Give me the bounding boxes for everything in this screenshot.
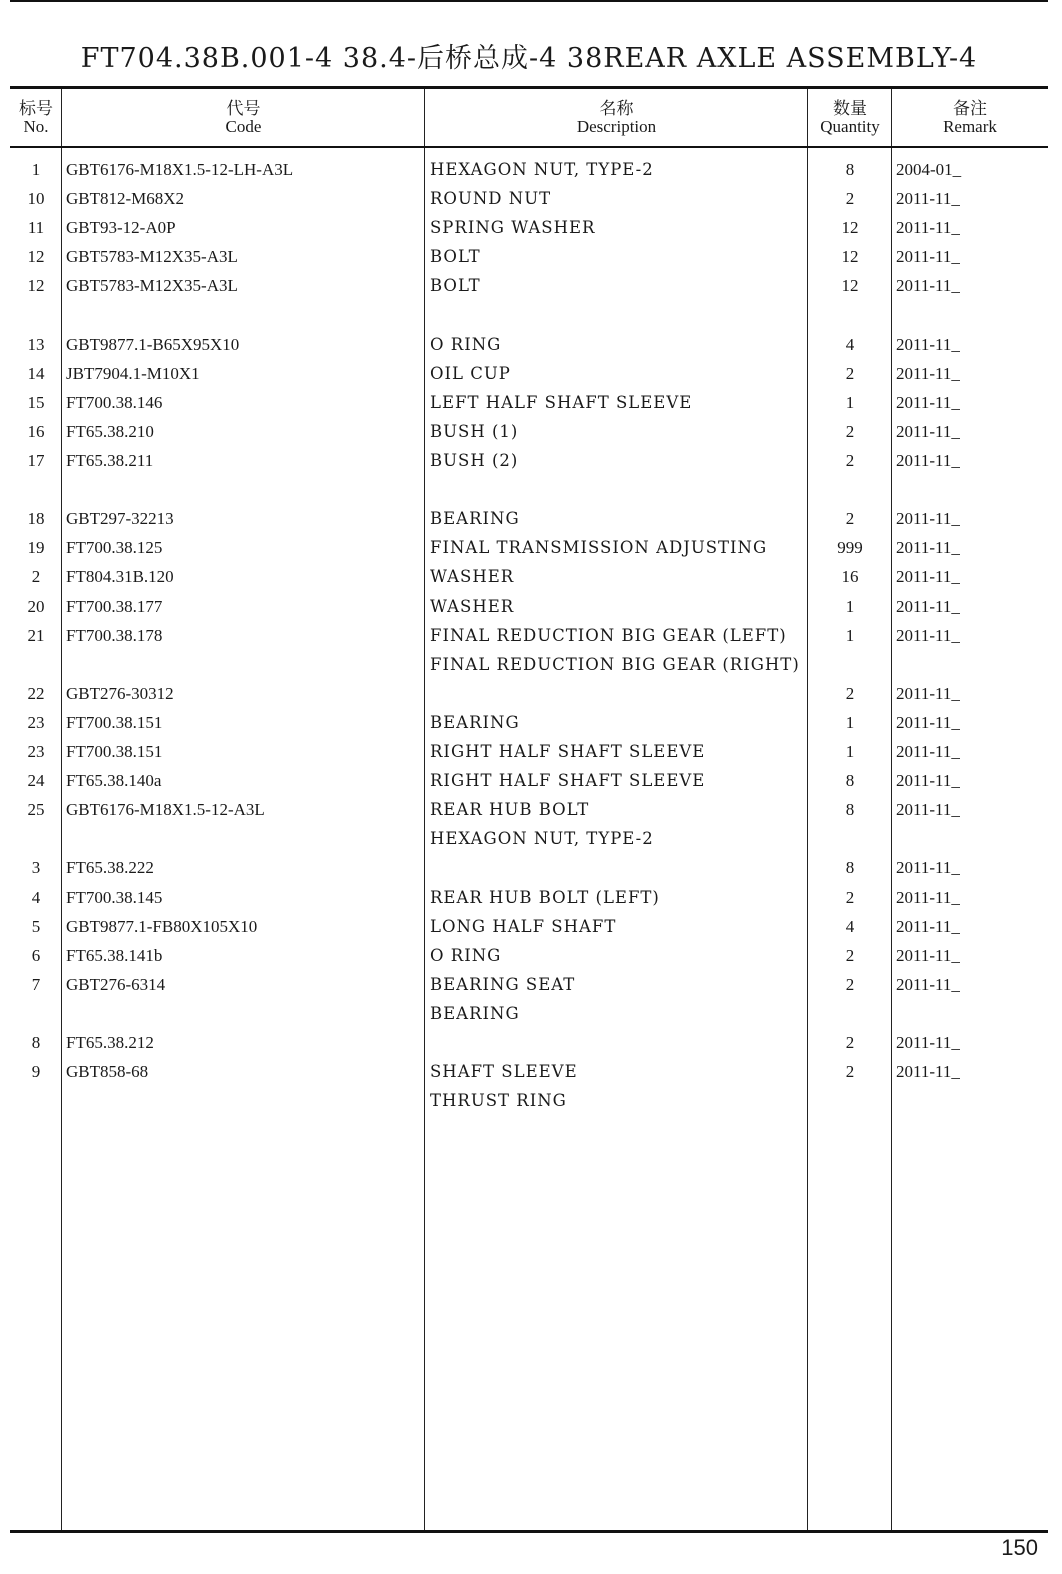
remark-cell: 2011-11_ <box>896 596 960 616</box>
table-row <box>0 800 1062 829</box>
header-code-cn: 代号 <box>226 99 261 118</box>
bottom-rule <box>10 1530 1048 1533</box>
part-number-cell: 23 <box>27 712 45 732</box>
part-code-cell: FT65.38.141b <box>66 945 163 965</box>
remark-cell: 2011-11_ <box>896 276 960 296</box>
table-row <box>0 218 1062 247</box>
table-row <box>0 626 1062 655</box>
quantity-cell: 2 <box>845 189 855 209</box>
quantity-cell: 2 <box>845 363 855 383</box>
table-row <box>0 742 1062 771</box>
description-cell: BEARING <box>430 712 520 732</box>
part-number-cell: 2 <box>31 567 41 587</box>
part-number-cell: 5 <box>31 916 41 936</box>
remark-cell: 2011-11_ <box>896 771 960 791</box>
quantity-cell: 8 <box>845 800 855 820</box>
quantity-cell: 4 <box>845 916 855 936</box>
quantity-cell: 999 <box>837 538 863 558</box>
quantity-cell: 1 <box>845 742 855 761</box>
header-code-en: Code <box>225 117 262 136</box>
quantity-cell: 12 <box>841 276 859 296</box>
header-no-en: No. <box>23 117 49 136</box>
remark-cell: 2011-11_ <box>896 945 960 965</box>
table-row <box>0 975 1062 1004</box>
quantity-cell: 2 <box>845 945 855 965</box>
description-cell: BEARING <box>430 1003 520 1023</box>
part-number-cell: 13 <box>27 334 45 354</box>
part-code-cell: FT700.38.151 <box>66 712 163 732</box>
header-qty-cn: 数量 <box>833 99 867 118</box>
part-code-cell: JBT7904.1-M10X1 <box>66 363 200 383</box>
part-code-cell: GBT858-68 <box>66 1062 149 1082</box>
remark-cell: 2011-11_ <box>896 392 960 412</box>
table-row <box>0 888 1062 917</box>
table-row <box>0 393 1062 422</box>
remark-cell: 2011-11_ <box>896 334 960 354</box>
description-cell: FINAL REDUCTION BIG GEAR (RIGHT) <box>430 654 800 674</box>
part-number-cell: 25 <box>27 800 45 820</box>
quantity-cell: 1 <box>845 712 855 732</box>
table-row <box>0 247 1062 276</box>
description-cell: HEXAGON NUT, TYPE-2 <box>430 829 654 849</box>
remark-cell: 2011-11_ <box>896 742 960 761</box>
part-number-cell: 14 <box>27 363 45 383</box>
part-code-cell: GBT6176-M18X1.5-12-A3L <box>66 800 265 820</box>
part-code-cell: GBT5783-M12X35-A3L <box>66 247 238 267</box>
table-row <box>0 655 1062 684</box>
part-code-cell: GBT812-M68X2 <box>66 189 185 209</box>
description-cell: RIGHT HALF SHAFT SLEEVE <box>430 742 706 761</box>
remark-cell: 2011-11_ <box>896 887 960 907</box>
description-cell: BUSH (2) <box>430 451 519 470</box>
quantity-cell: 8 <box>845 160 855 179</box>
part-code-cell: FT700.38.178 <box>66 625 163 645</box>
part-code-cell: GBT297-32213 <box>66 509 174 529</box>
part-code-cell: GBT276-30312 <box>66 683 174 703</box>
quantity-cell: 2 <box>845 1062 855 1082</box>
description-cell: BOLT <box>430 276 481 296</box>
quantity-cell: 2 <box>845 1033 855 1052</box>
description-cell: OIL CUP <box>430 363 511 383</box>
remark-cell: 2011-11_ <box>896 509 960 529</box>
header-remark-cn: 备注 <box>953 99 987 118</box>
part-code-cell: GBT9877.1-B65X95X10 <box>66 334 240 354</box>
remark-cell: 2011-11_ <box>896 567 960 587</box>
part-number-cell: 19 <box>27 538 45 558</box>
table-row <box>0 160 1062 189</box>
description-cell: BEARING <box>430 509 520 529</box>
part-code-cell: FT804.31B.120 <box>66 567 174 587</box>
quantity-cell: 2 <box>845 451 855 470</box>
quantity-cell: 1 <box>845 596 855 616</box>
part-number-cell: 24 <box>27 771 45 791</box>
description-cell: FINAL TRANSMISSION ADJUSTING <box>430 538 768 558</box>
part-code-cell: FT65.38.140a <box>66 771 162 791</box>
remark-cell: 2011-11_ <box>896 538 960 558</box>
remark-cell: 2011-11_ <box>896 625 960 645</box>
part-code-cell: GBT9877.1-FB80X105X10 <box>66 916 258 936</box>
part-code-cell: FT65.38.210 <box>66 421 154 441</box>
table-row <box>0 538 1062 567</box>
table-row <box>0 1091 1062 1120</box>
part-number-cell: 21 <box>27 625 45 645</box>
part-number-cell: 7 <box>31 974 41 994</box>
part-code-cell: FT700.38.151 <box>66 742 163 761</box>
part-code-cell: GBT6176-M18X1.5-12-LH-A3L <box>66 160 294 179</box>
description-cell: REAR HUB BOLT (LEFT) <box>430 887 660 907</box>
description-cell: FINAL REDUCTION BIG GEAR (LEFT) <box>430 625 787 645</box>
header-desc-cn: 名称 <box>599 99 634 118</box>
remark-cell: 2011-11_ <box>896 712 960 732</box>
quantity-cell: 8 <box>845 858 855 878</box>
remark-cell: 2011-11_ <box>896 974 960 994</box>
part-number-cell: 9 <box>31 1062 41 1082</box>
remark-cell: 2011-11_ <box>896 683 960 703</box>
part-number-cell: 6 <box>31 945 41 965</box>
table-row <box>0 771 1062 800</box>
description-cell: O RING <box>430 945 502 965</box>
header-rule <box>10 146 1048 148</box>
description-cell: SHAFT SLEEVE <box>430 1062 578 1082</box>
remark-cell: 2011-11_ <box>896 916 960 936</box>
header-remark <box>892 100 1048 142</box>
description-cell: O RING <box>430 334 502 354</box>
table-row <box>0 364 1062 393</box>
part-code-cell: GBT93-12-A0P <box>66 218 176 238</box>
header-code <box>62 100 425 142</box>
header-desc-en: Description <box>576 117 657 136</box>
table-row <box>0 335 1062 364</box>
remark-cell: 2011-11_ <box>896 1033 960 1052</box>
header-qty-en: Quantity <box>820 117 880 136</box>
page-title: FT704.38B.001-4 38.4-后桥总成-4 38REAR AXLE ASSEMBLY-4 <box>80 43 978 74</box>
table-row <box>0 1062 1062 1091</box>
part-code-cell: FT700.38.145 <box>66 887 163 907</box>
table-row <box>0 684 1062 713</box>
table-row <box>0 480 1062 509</box>
part-number-cell: 22 <box>27 683 45 703</box>
remark-cell: 2011-11_ <box>896 421 960 441</box>
header-quantity <box>808 100 892 142</box>
part-code-cell: FT65.38.222 <box>66 858 154 878</box>
remark-cell: 2011-11_ <box>896 451 960 470</box>
part-code-cell: FT65.38.211 <box>66 451 154 470</box>
part-code-cell: FT700.38.146 <box>66 392 163 412</box>
part-number-cell: 8 <box>31 1033 41 1052</box>
description-cell: LEFT HALF SHAFT SLEEVE <box>430 392 693 412</box>
description-cell: BOLT <box>430 247 481 267</box>
title-rule <box>10 86 1048 89</box>
remark-cell: 2011-11_ <box>896 218 960 238</box>
description-cell: THRUST RING <box>430 1091 567 1111</box>
table-row <box>0 946 1062 975</box>
quantity-cell: 2 <box>845 683 855 703</box>
quantity-cell: 8 <box>845 771 855 791</box>
table-row <box>0 276 1062 305</box>
description-cell: BUSH (1) <box>430 421 519 441</box>
description-cell: BEARING SEAT <box>430 974 576 994</box>
part-number-cell: 15 <box>27 392 45 412</box>
part-number-cell: 17 <box>27 451 45 470</box>
part-number-cell: 20 <box>27 596 45 616</box>
part-number-cell: 18 <box>27 509 45 529</box>
quantity-cell: 2 <box>845 509 855 529</box>
header-no-cn: 标号 <box>19 99 53 118</box>
table-row <box>0 189 1062 218</box>
part-number-cell: 1 <box>31 160 41 179</box>
description-cell: WASHER <box>430 567 515 587</box>
part-number-cell: 12 <box>27 276 45 296</box>
remark-cell: 2011-11_ <box>896 247 960 267</box>
quantity-cell: 12 <box>841 218 859 238</box>
table-row <box>0 306 1062 335</box>
quantity-cell: 1 <box>845 625 855 645</box>
table-row <box>0 829 1062 858</box>
remark-cell: 2011-11_ <box>896 1062 960 1082</box>
header-description <box>425 100 808 142</box>
description-cell: REAR HUB BOLT <box>430 800 590 820</box>
table-row <box>0 567 1062 596</box>
quantity-cell: 1 <box>845 392 855 412</box>
quantity-cell: 2 <box>845 887 855 907</box>
table-row <box>0 858 1062 887</box>
part-number-cell: 4 <box>31 887 41 907</box>
part-number-cell: 12 <box>27 247 45 267</box>
part-number-cell: 23 <box>27 742 45 761</box>
table-row <box>0 1033 1062 1062</box>
table-row <box>0 713 1062 742</box>
remark-cell: 2011-11_ <box>896 363 960 383</box>
table-row <box>0 509 1062 538</box>
description-cell: ROUND NUT <box>430 189 552 209</box>
table-row <box>0 422 1062 451</box>
remark-cell: 2011-11_ <box>896 800 960 820</box>
top-rule <box>10 0 1048 2</box>
quantity-cell: 2 <box>845 974 855 994</box>
table-row <box>0 597 1062 626</box>
remark-cell: 2004-01_ <box>896 160 962 179</box>
part-number-cell: 3 <box>31 858 41 878</box>
quantity-cell: 4 <box>845 334 855 354</box>
table-row <box>0 451 1062 480</box>
quantity-cell: 12 <box>841 247 859 267</box>
description-cell: SPRING WASHER <box>430 218 596 238</box>
part-code-cell: GBT276-6314 <box>66 974 166 994</box>
quantity-cell: 2 <box>845 421 855 441</box>
description-cell: WASHER <box>430 596 515 616</box>
description-cell: RIGHT HALF SHAFT SLEEVE <box>430 771 706 791</box>
part-number-cell: 11 <box>27 218 45 238</box>
table-row <box>0 1004 1062 1033</box>
table-row <box>0 917 1062 946</box>
quantity-cell: 16 <box>841 567 859 587</box>
description-cell: HEXAGON NUT, TYPE-2 <box>430 160 654 179</box>
remark-cell: 2011-11_ <box>896 189 960 209</box>
part-code-cell: FT700.38.177 <box>66 596 163 616</box>
remark-cell: 2011-11_ <box>896 858 960 878</box>
part-code-cell: GBT5783-M12X35-A3L <box>66 276 238 296</box>
header-remark-en: Remark <box>943 117 997 136</box>
part-number-cell: 16 <box>27 421 45 441</box>
part-number-cell: 10 <box>27 189 45 209</box>
page-number: 150 <box>1001 1535 1038 1560</box>
part-code-cell: FT65.38.212 <box>66 1033 154 1052</box>
part-code-cell: FT700.38.125 <box>66 538 163 558</box>
header-no <box>10 100 62 142</box>
description-cell: LONG HALF SHAFT <box>430 916 617 936</box>
